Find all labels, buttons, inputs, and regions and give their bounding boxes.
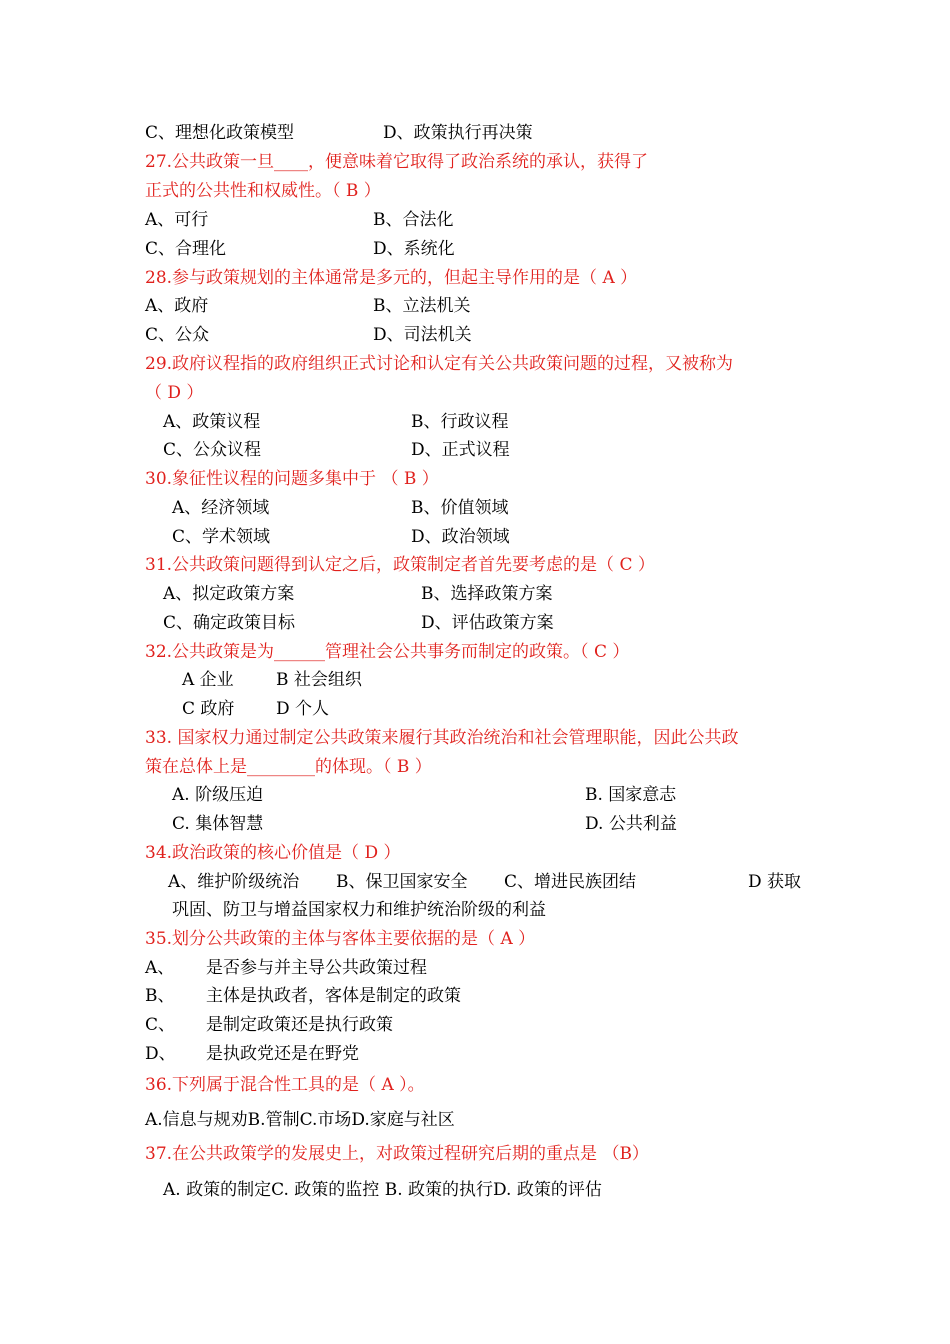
option-line: A. 政策的制定C. 政策的监控 B. 政策的执行D. 政策的评估 [163, 1180, 602, 1200]
question-28: 28.参与政策规划的主体通常是多元的，但起主导作用的是（ A ） [145, 268, 638, 288]
option-line: A、政府 B、立法机关 [145, 296, 471, 316]
option-line: A 企业 B 社会组织 [182, 670, 362, 690]
option-line: C、理想化政策模型 D、政策执行再决策 [145, 123, 533, 143]
question-33: 33. 国家权力通过制定公共政策来履行其政治统治和社会管理职能，因此公共政 [145, 728, 739, 748]
option-line: B、 主体是执政者，客体是制定的政策 [145, 986, 461, 1006]
option-line: D、 是执政党还是在野党 [145, 1044, 359, 1064]
option-line: C、学术领域 D、政治领域 [172, 527, 510, 547]
option-line: C、公众 D、司法机关 [145, 325, 472, 345]
option-line: A、维护阶级统治 B、保卫国家安全 C、增进民族团结 D 获取 [168, 872, 802, 892]
option-line: C、公众议程 D、正式议程 [163, 440, 510, 460]
option-line: A、 是否参与并主导公共政策过程 [145, 958, 427, 978]
option-line-cont: 巩固、防卫与增益国家权力和维护统治阶级的利益 [172, 900, 546, 920]
option-line: A. 阶级压迫 B. 国家意志 [172, 785, 677, 805]
question-27-cont: 正式的公共性和权威性。（ B ） [145, 181, 381, 201]
option-line: A.信息与规劝B.管制C.市场D.家庭与社区 [145, 1110, 455, 1130]
question-29-cont: （ D ） [145, 383, 204, 403]
option-line: A、经济领域 B、价值领域 [172, 498, 509, 518]
option-line: C、合理化 D、系统化 [145, 239, 455, 259]
option-line: C、 是制定政策还是执行政策 [145, 1015, 393, 1035]
question-36: 36.下列属于混合性工具的是（ A ）。 [145, 1075, 425, 1095]
question-37: 37.在公共政策学的发展史上，对政策过程研究后期的重点是 （B） [145, 1144, 649, 1164]
option-line: A、可行 B、合法化 [145, 210, 454, 230]
question-27: 27.公共政策一旦____，便意味着它取得了政治系统的承认，获得了 [145, 152, 649, 172]
option-line: A、政策议程 B、行政议程 [163, 412, 509, 432]
option-line: A、拟定政策方案 B、选择政策方案 [163, 584, 553, 604]
question-33-cont: 策在总体上是________的体现。（ B ） [145, 757, 432, 777]
option-line: C、确定政策目标 D、评估政策方案 [163, 613, 554, 633]
option-line: C 政府 D 个人 [182, 699, 330, 719]
question-35: 35.划分公共政策的主体与客体主要依据的是（ A ） [145, 929, 536, 949]
option-line: C. 集体智慧 D. 公共利益 [172, 814, 677, 834]
question-31: 31.公共政策问题得到认定之后，政策制定者首先要考虑的是（ C ） [145, 555, 655, 575]
question-29: 29.政府议程指的政府组织正式讨论和认定有关公共政策问题的过程，又被称为 [145, 354, 734, 374]
question-30: 30.象征性议程的问题多集中于 （ B ） [145, 469, 439, 489]
question-32: 32.公共政策是为______管理社会公共事务而制定的政策。（ C ） [145, 642, 630, 662]
question-34: 34.政治政策的核心价值是（ D ） [145, 843, 401, 863]
